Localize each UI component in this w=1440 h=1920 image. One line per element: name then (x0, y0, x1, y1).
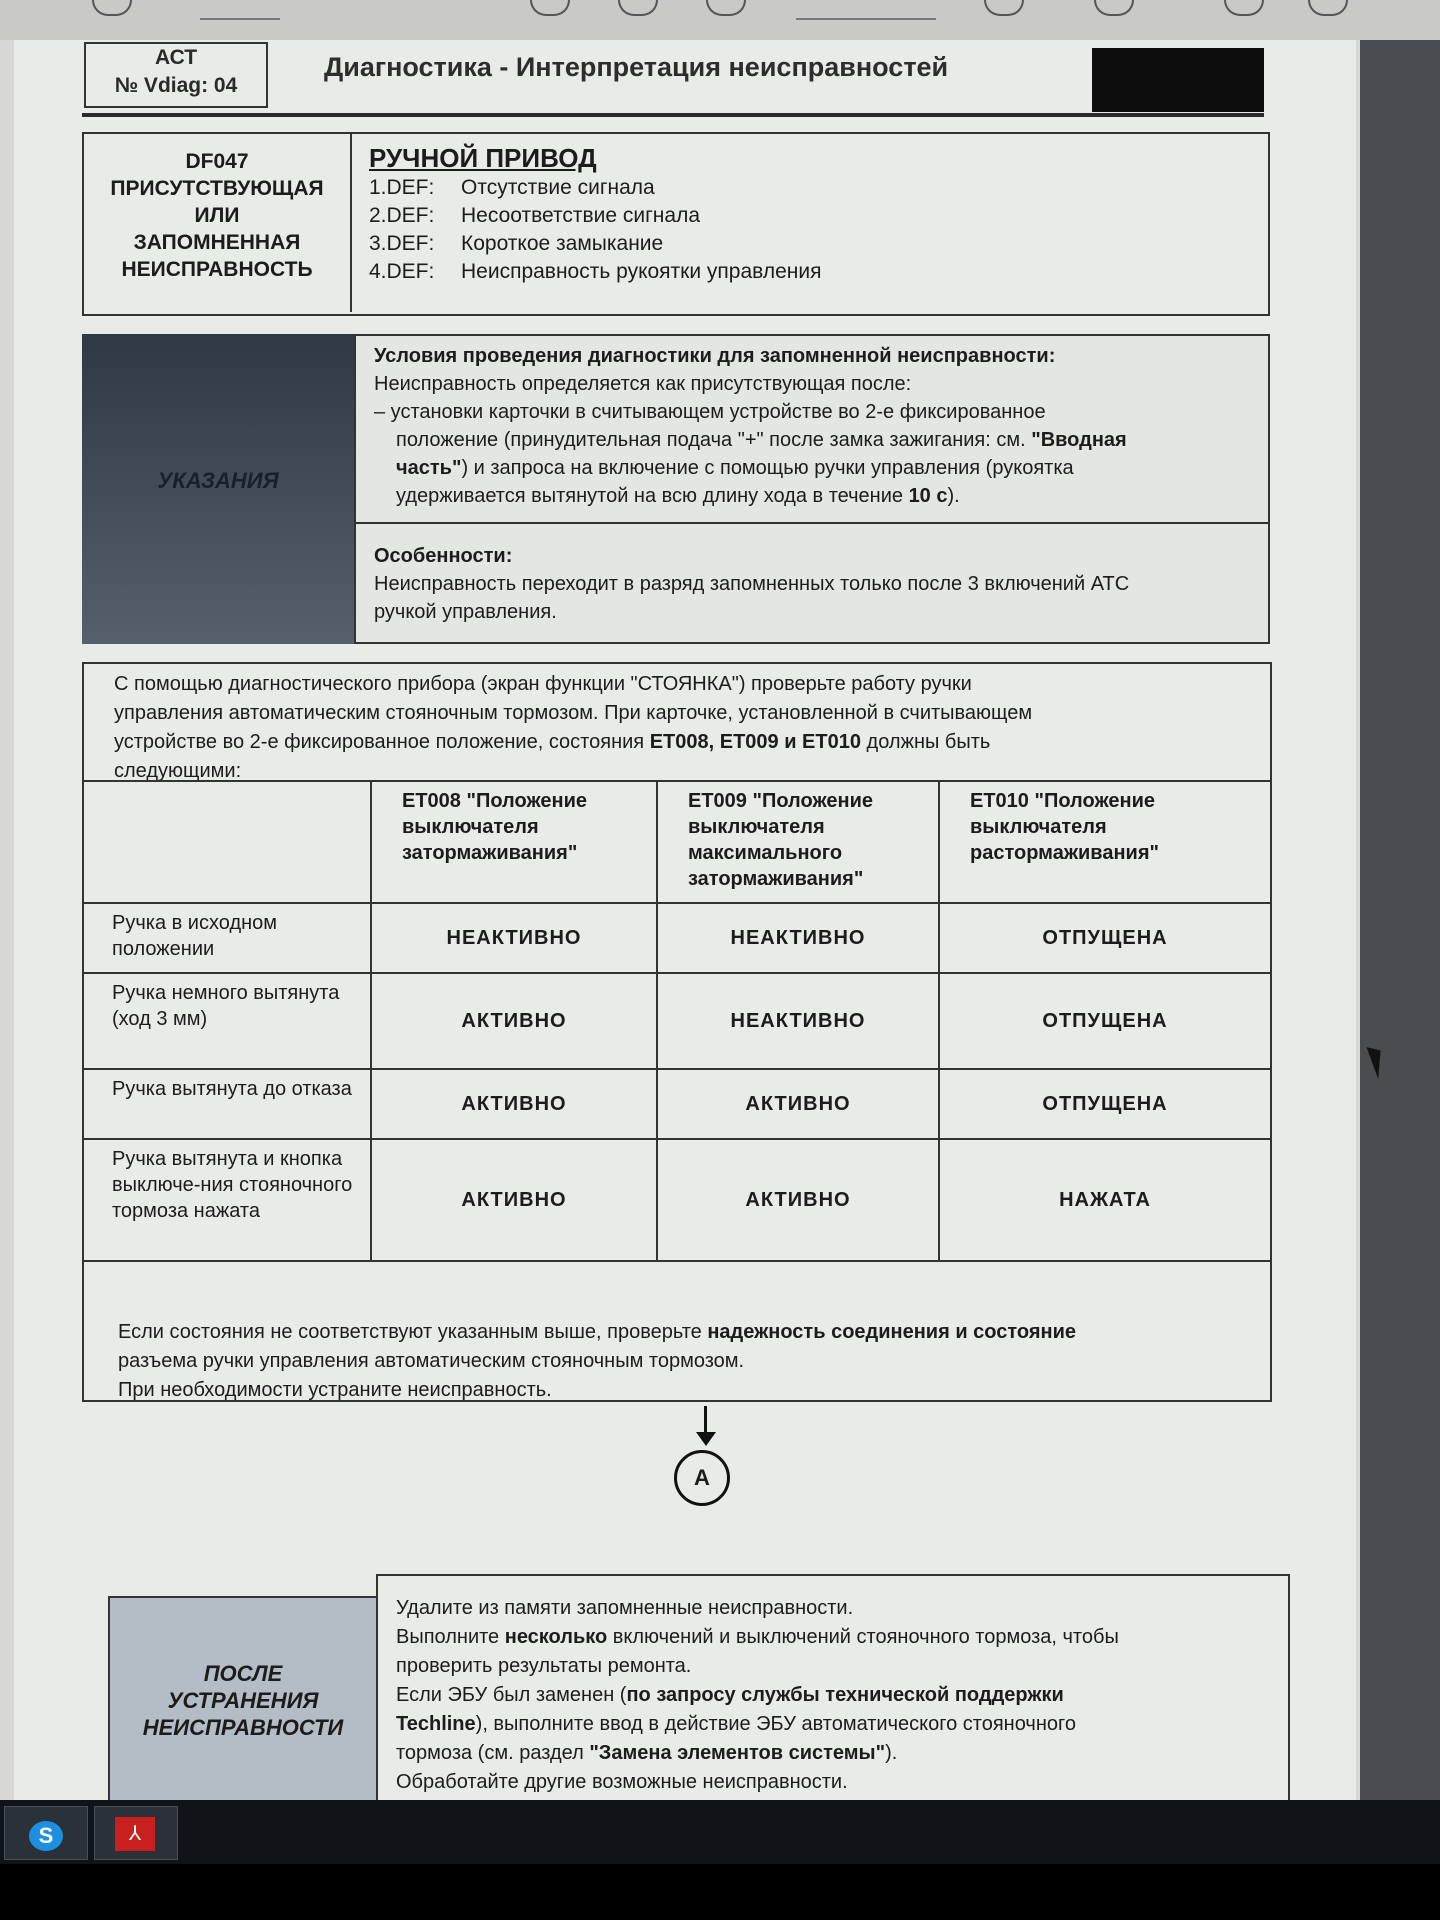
table-row (83, 1069, 1271, 1139)
text-run: тормоза (см. раздел (396, 1742, 590, 1764)
intro-text (114, 670, 1234, 786)
connector-a: A (674, 1450, 730, 1506)
vdiag-line2: № Vdiag: 04 (114, 74, 238, 97)
sign-icon[interactable] (1308, 0, 1348, 16)
conditions-line (374, 482, 1264, 510)
text-run: ЕТ008, ЕТ009 и ЕТ010 (649, 731, 861, 753)
features-line: ручкой управления. (374, 601, 557, 623)
toolbar-field[interactable] (796, 18, 936, 20)
table-header-cell: ЕТ008 "Положение выключателя затормаживания" (371, 781, 657, 903)
features-text (374, 542, 1264, 626)
flow-arrow-head (696, 1432, 716, 1446)
text-run: "Замена элементов системы" (589, 1742, 886, 1764)
state-cell: АКТИВНО (657, 1139, 939, 1261)
def-row (369, 202, 821, 230)
state-cell: АКТИВНО (371, 973, 657, 1069)
footer-note (118, 1318, 1258, 1405)
intro-line: следующими: (114, 760, 242, 782)
text-run: надежность соединения и состояние (707, 1321, 1077, 1343)
def-value: Отсутствие сигнала (461, 176, 655, 199)
text-run: по запросу службы технической поддержки (626, 1684, 1064, 1706)
after-repair-label (108, 1660, 378, 1741)
state-cell: ОТПУЩЕНА (939, 973, 1271, 1069)
fit-icon[interactable] (618, 0, 658, 16)
row-label: Ручка вытянута до отказа (83, 1069, 371, 1139)
screen-bezel (0, 1864, 1440, 1920)
after-repair-text (396, 1594, 1276, 1797)
text-run: включений и выключений стояночного тормоза, чтобы (607, 1626, 1119, 1648)
after-label-line: НЕИСПРАВНОСТИ (142, 1715, 344, 1740)
footer-line: разъема ручки управления автоматическим стояночным тормозом. (118, 1350, 745, 1372)
fault-code-line: ПРИСУТСТВУЮЩАЯ (110, 177, 324, 200)
row-label: Ручка вытянута и кнопка выключе-ния стояночного тормоза нажата (83, 1139, 371, 1261)
vdiag-box (84, 42, 268, 108)
text-run: ). (885, 1742, 898, 1764)
fault-code-line: НЕИСПРАВНОСТЬ (121, 258, 313, 281)
def-row (369, 230, 821, 258)
def-row (369, 174, 821, 202)
fault-code-line: ИЛИ (194, 204, 240, 227)
fault-code-line: DF047 (185, 150, 249, 173)
conditions-line: Неисправность определяется как присутствующая после: (374, 373, 912, 395)
state-cell: АКТИВНО (371, 1139, 657, 1261)
def-value: Несоответствие сигнала (461, 204, 700, 227)
conditions-title: Условия проведения диагностики для запомненной неисправности: (374, 345, 1056, 367)
table-header-cell: ЕТ010 "Положение выключателя растормаживания" (939, 781, 1271, 903)
features-line: Неисправность переходит в разряд запомненных только после 3 включений АТС (374, 573, 1130, 595)
def-key: 3.DEF: (369, 232, 435, 255)
after-line (396, 1681, 1276, 1710)
state-cell: ОТПУЩЕНА (939, 903, 1271, 973)
taskbar-skype[interactable] (4, 1806, 88, 1860)
state-cell: НЕАКТИВНО (657, 903, 939, 973)
table-header-row (83, 781, 1271, 903)
text-run: устройстве во 2-е фиксированное положение, состояния (114, 731, 650, 753)
header-black-block (1092, 48, 1264, 112)
conditions-line: – установки карточки в считывающем устройстве во 2-е фиксированное (374, 401, 1046, 423)
fault-code-line: ЗАПОМНЕННАЯ (133, 231, 301, 254)
page-icon[interactable] (706, 0, 746, 16)
text-run: положение (принудительная подача "+" после замка зажигания: см. (396, 429, 1032, 451)
fault-title: РУЧНОЙ ПРИВОД (369, 143, 597, 173)
table-row (83, 973, 1271, 1069)
header-rule (82, 113, 1264, 117)
text-run: Выполните (396, 1626, 505, 1648)
text-run: Если ЭБУ был заменен ( (396, 1684, 627, 1706)
text-run: Techline (396, 1713, 476, 1735)
intro-line: С помощью диагностического прибора (экран функции "СТОЯНКА") проверьте работу ручки (114, 673, 972, 695)
rotate-icon[interactable] (530, 0, 570, 16)
conditions-text (374, 342, 1264, 510)
text-run: "Вводная (1031, 429, 1127, 451)
after-line: Удалите из памяти запомненные неисправности. (396, 1597, 854, 1619)
after-line (396, 1623, 1276, 1652)
state-cell: АКТИВНО (657, 1069, 939, 1139)
vdiag-line1: АСТ (154, 46, 198, 69)
comment-icon[interactable] (1224, 0, 1264, 16)
states-table (82, 780, 1272, 1262)
after-label-line: ПОСЛЕ (203, 1661, 283, 1686)
text-run: 10 с (908, 485, 948, 507)
document-page (14, 40, 1356, 1812)
def-row (369, 258, 821, 286)
fault-code (84, 134, 352, 312)
state-cell: НЕАКТИВНО (657, 973, 939, 1069)
viewer-scroll-area[interactable] (1360, 40, 1440, 1810)
def-value: Короткое замыкание (461, 232, 664, 255)
toolbar-field[interactable] (200, 18, 280, 20)
conditions-line (374, 454, 1264, 482)
text-run: должны быть (861, 731, 991, 753)
after-line: проверить результаты ремонта. (396, 1655, 692, 1677)
table-row (83, 903, 1271, 973)
footer-line (118, 1318, 1258, 1347)
zoom-icon[interactable] (92, 0, 132, 16)
def-key: 4.DEF: (369, 260, 435, 283)
after-line (396, 1739, 1276, 1768)
row-label: Ручка в исходном положении (83, 903, 371, 973)
after-label-line: УСТРАНЕНИЯ (167, 1688, 319, 1713)
footer-line: При необходимости устраните неисправность. (118, 1379, 552, 1401)
text-run: ). (947, 485, 960, 507)
taskbar (0, 1800, 1440, 1864)
after-line: Обработайте другие возможные неисправности. (396, 1771, 848, 1793)
text-run: часть" (396, 457, 462, 479)
row-label: Ручка немного вытянута (ход 3 мм) (83, 973, 371, 1069)
table-header-cell (83, 781, 371, 903)
fault-description (369, 144, 821, 286)
text-run: ), выполните ввод в действие ЭБУ автоматического стояночного (475, 1713, 1076, 1735)
features-title: Особенности: (374, 545, 513, 567)
def-key: 1.DEF: (369, 176, 435, 199)
after-line (396, 1710, 1276, 1739)
def-key: 2.DEF: (369, 204, 435, 227)
table-row (83, 1139, 1271, 1261)
skype-icon: S (29, 1821, 63, 1851)
intro-line: управления автоматическим стояночным тормозом. При карточке, установленной в считывающем (114, 702, 1033, 724)
text-run: Если состояния не соответствуют указанным выше, проверьте (118, 1321, 708, 1343)
viewer-toolbar (0, 0, 1440, 40)
state-cell: НЕАКТИВНО (371, 903, 657, 973)
state-cell: АКТИВНО (371, 1069, 657, 1139)
notes-label: УКАЗАНИЯ (157, 468, 279, 493)
save-icon[interactable] (984, 0, 1024, 16)
taskbar-pdf-reader[interactable] (94, 1806, 178, 1860)
text-run: ) и запроса на включение с помощью ручки управления (рукоятка (461, 457, 1074, 479)
table-header-cell: ЕТ009 "Положение выключателя максимального затормаживания" (657, 781, 939, 903)
text-run: несколько (504, 1626, 608, 1648)
download-icon[interactable] (1094, 0, 1134, 16)
pdf-icon: ⅄ (115, 1817, 155, 1851)
conditions-line (374, 426, 1264, 454)
page-title: Диагностика - Интерпретация неисправностей (324, 52, 949, 82)
intro-line (114, 728, 1234, 757)
text-run: удерживается вытянутой на всю длину хода в течение (396, 485, 909, 507)
def-value: Неисправность рукоятки управления (461, 260, 822, 283)
state-cell: ОТПУЩЕНА (939, 1069, 1271, 1139)
state-cell: НАЖАТА (939, 1139, 1271, 1261)
